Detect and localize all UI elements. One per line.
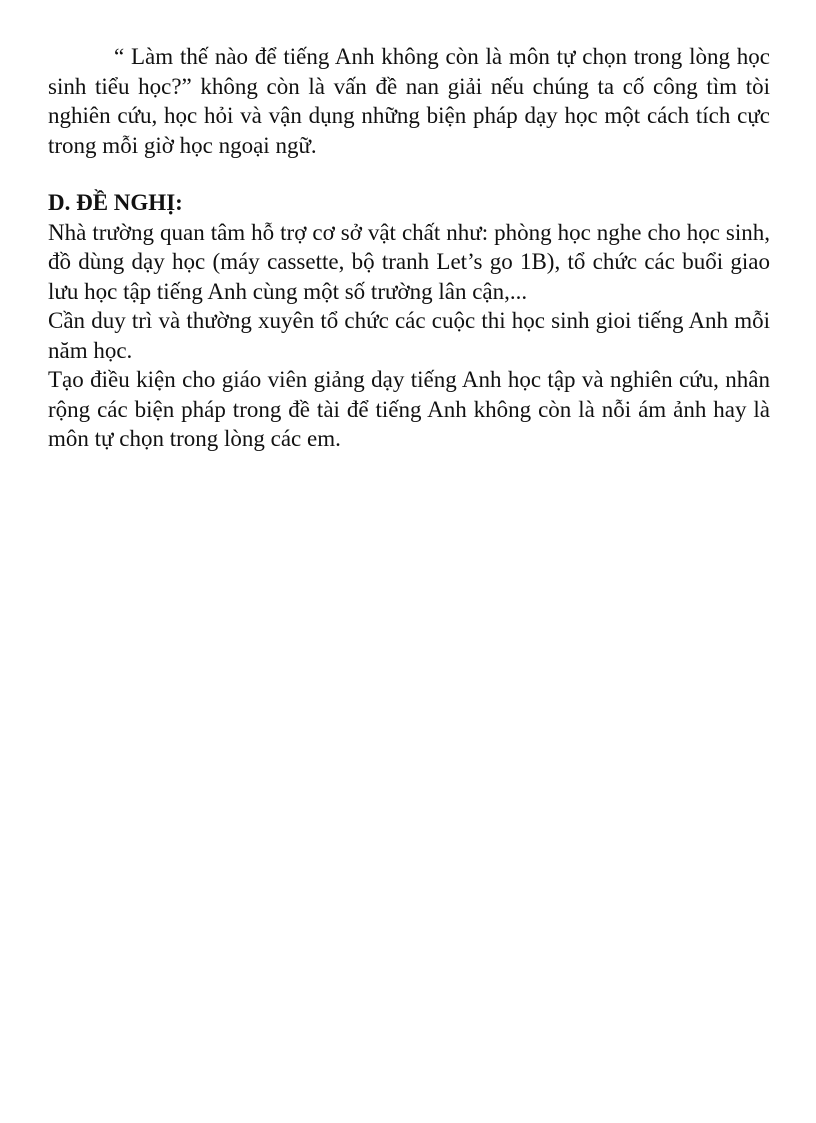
section-heading: D. ĐỀ NGHỊ:: [48, 190, 183, 215]
intro-paragraph: “ Làm thế nào để tiếng Anh không còn là môn tự chọn trong lòng học sinh tiểu học?” không còn là vấn đề nan giải nếu chúng ta cố công tìm tòi nghiên cứu, học hỏi và vận dụng những biện pháp dạy học một cách tích cực trong mỗi giờ học ngoại ngữ.: [48, 44, 770, 158]
recommendation-paragraph: Cần duy trì và thường xuyên tổ chức các cuộc thi học sinh gioi tiếng Anh mỗi năm học.: [48, 308, 770, 363]
recommendation-paragraph: Nhà trường quan tâm hỗ trợ cơ sở vật chất như: phòng học nghe cho học sinh, đồ dùng dạy học (máy cassette, bộ tranh Let’s go 1B), tổ chức các buổi giao lưu học tập tiếng Anh cùng một số trường lân cận,...: [48, 219, 770, 304]
document-page: [48, 42, 770, 454]
recommendation-paragraph: Tạo điều kiện cho giáo viên giảng dạy tiếng Anh học tập và nghiên cứu, nhân rộng các biện pháp trong đề tài để tiếng Anh không còn là nỗi ám ảnh hay là môn tự chọn trong lòng các em.: [48, 367, 770, 451]
